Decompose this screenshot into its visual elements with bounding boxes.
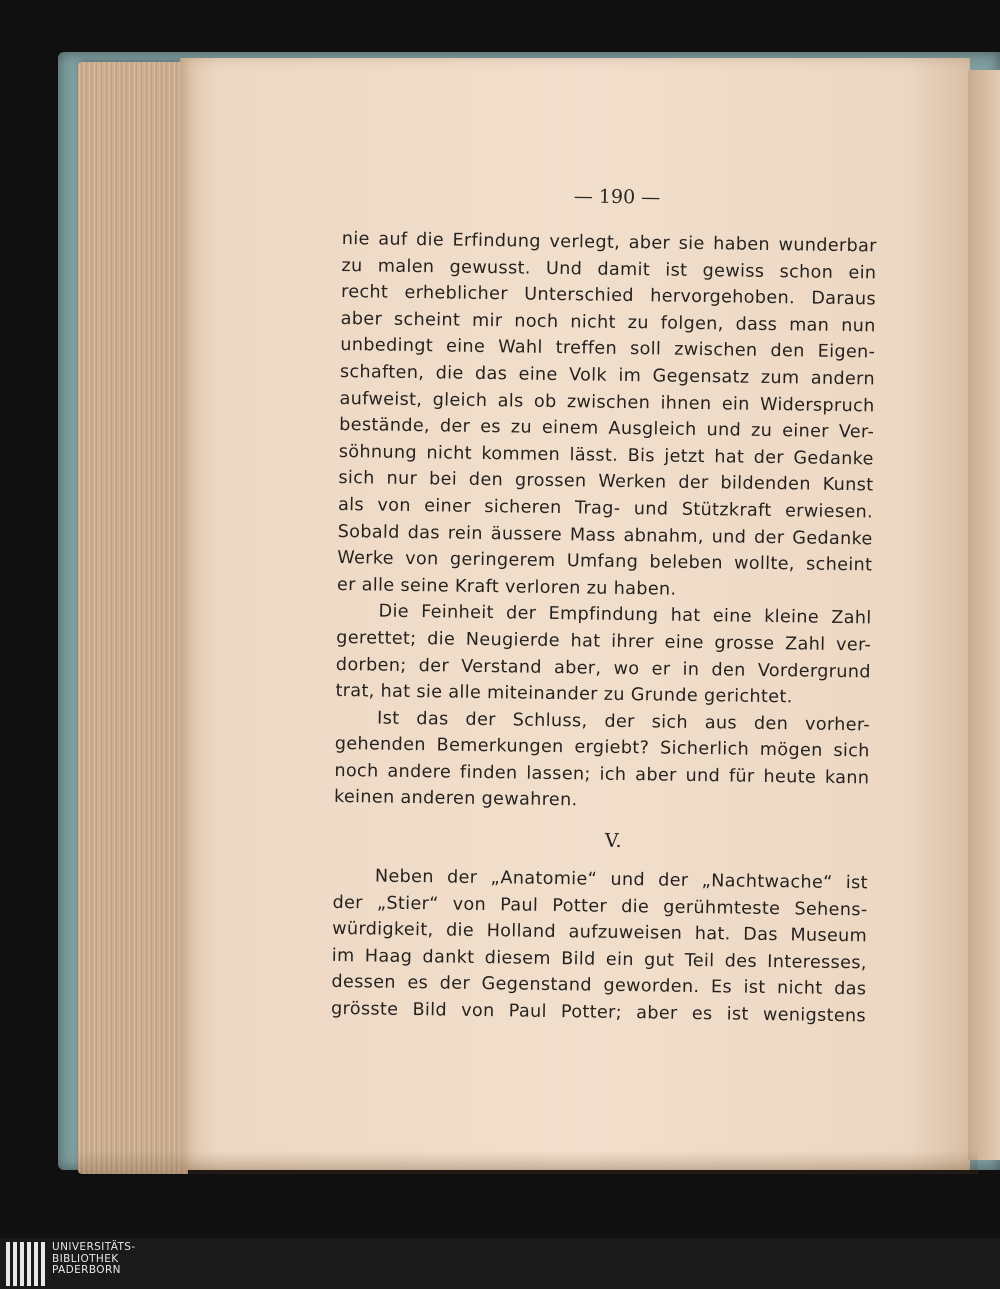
logo-bar — [34, 1242, 38, 1286]
text-line: noch andere finden lassen; ich aber und für heute kann — [334, 760, 870, 789]
text-line: unbedingt eine Wahl treffen soll zwischen den Eigen- — [340, 335, 876, 363]
library-bars-icon — [6, 1242, 50, 1286]
section-heading: V. — [604, 829, 623, 853]
text-line: Werke von geringerem Umfang beleben wollte, scheint — [337, 548, 873, 576]
logo-text-line: UNIVERSITÄTS- — [52, 1241, 136, 1253]
text-line: recht erheblicher Unterschied hervorgehoben. Daraus — [340, 282, 877, 310]
text-line: Die Feinheit der Empfindung hat eine kleine Zahl — [378, 601, 872, 629]
footer-bar — [0, 1238, 1000, 1289]
text-line: dessen es der Gegenstand geworden. Es ist nicht das — [331, 972, 867, 1000]
facing-page-edge — [968, 70, 1000, 1160]
text-line: schaften, die das eine Volk im Gegensatz zum andern — [339, 361, 876, 390]
page-shadow — [78, 1150, 978, 1174]
logo-bar — [20, 1242, 24, 1286]
text-line: grösste Bild von Paul Potter; aber es ist wenigstens — [330, 998, 867, 1027]
text-line: dorben; der Verstand aber, wo er in den Vordergrund — [335, 654, 871, 682]
text-line: im Haag dankt diesem Bild ein gut Teil des Interesses, — [331, 945, 867, 974]
page-edges — [78, 62, 188, 1174]
text-line: würdigkeit, die Holland aufzuweisen hat. Das Museum — [332, 919, 868, 947]
logo-bar — [13, 1242, 17, 1286]
text-line: aufweist, gleich als ob zwischen ihnen ein Widerspruch — [339, 388, 875, 417]
text-line: trat, hat sie alle miteinander zu Grunde gerichtet. — [335, 681, 793, 708]
logo-bar — [27, 1242, 31, 1286]
text-line: Neben der „Anatomie“ und der „Nachtwache“ ist — [374, 866, 869, 894]
text-line: keinen anderen gewahren. — [333, 787, 578, 811]
text-line: Ist das der Schluss, der sich aus den vorher- — [376, 708, 871, 736]
text-line: nie auf die Erfindung verlegt, aber sie haben wunderbar — [341, 228, 877, 257]
text-line: zu malen gewusst. Und damit ist gewiss schon ein — [341, 255, 877, 284]
text-line: gehenden Bemerkungen ergiebt? Sicherlich mögen sich — [334, 734, 870, 762]
body-text — [331, 226, 877, 1030]
text-line: söhnung nicht kommen lässt. Bis jetzt hat der Gedanke — [338, 441, 874, 470]
text-line: der „Stier“ von Paul Potter die gerühmteste Sehens- — [332, 892, 868, 921]
text-line: sich nur bei den grossen Werken der bildenden Kunst — [338, 468, 874, 496]
text-line: aber scheint mir noch nicht zu folgen, dass man nun — [340, 308, 876, 337]
logo-text-line: BIBLIOTHEK — [52, 1252, 119, 1265]
logo-text-line: PADERBORN — [52, 1264, 121, 1276]
library-logo-text — [52, 1242, 136, 1277]
page-number: — 190 — — [573, 185, 661, 209]
text-line: als von einer sicheren Trag- und Stützkraft erwiesen. — [337, 494, 874, 523]
text-line: gerettet; die Neugierde hat ihrer eine grosse Zahl ver- — [336, 627, 872, 656]
logo-bar — [41, 1242, 45, 1286]
text-line: er alle seine Kraft verloren zu haben. — [336, 574, 677, 600]
logo-bar — [6, 1242, 10, 1286]
text-line: Sobald das rein äussere Mass abnahm, und der Gedanke — [337, 521, 873, 549]
text-line: bestände, der es zu einem Ausgleich und zu einer Ver- — [339, 415, 875, 443]
